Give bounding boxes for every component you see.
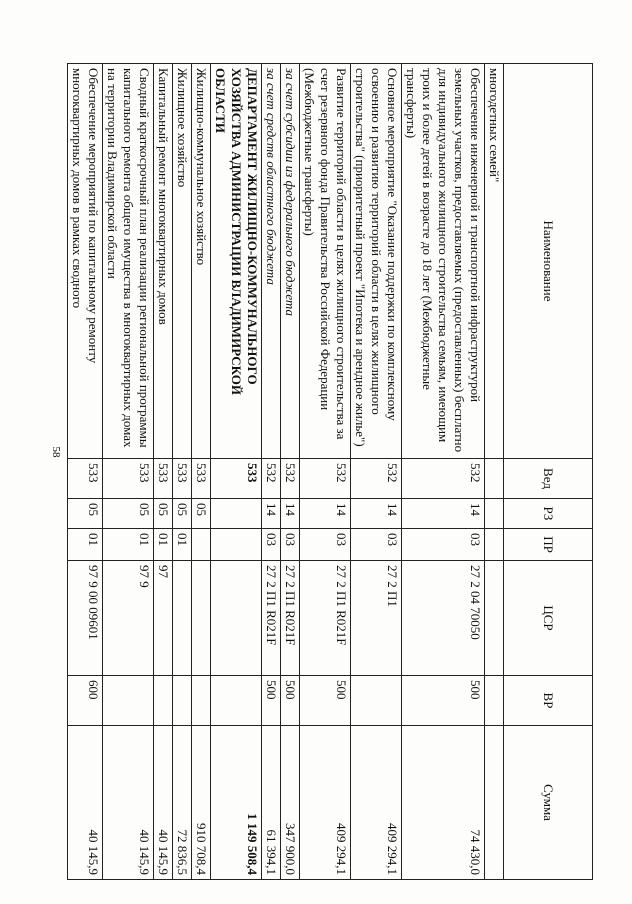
- cell-ved: [485, 459, 504, 499]
- cell-ved: 532: [262, 459, 281, 499]
- column-header-rz: РЗ: [504, 499, 593, 529]
- cell-csr: [485, 561, 504, 676]
- cell-rz: 14: [300, 499, 351, 529]
- cell-pr: 01: [103, 529, 154, 561]
- cell-vr: [173, 676, 192, 726]
- cell-pr: 01: [173, 529, 192, 561]
- column-header-vr: ВР: [504, 676, 593, 726]
- cell-pr: [211, 529, 262, 561]
- table-row: [173, 64, 192, 880]
- cell-sum: 1 149 508,4: [211, 726, 262, 880]
- cell-sum: 409 294,1: [351, 726, 402, 880]
- cell-name: Обеспечение инженерной и транспортной инфраструктурой земельных участков, предоставляемых (предоставленных) бесплатно для индивидуального жилищного строительства семьям, имеющим троих и более детей в возрасте до 18 лет (Межбюджетные трансферты): [402, 64, 485, 459]
- column-header-name: Наименование: [504, 64, 593, 459]
- cell-sum: 910 708,4: [192, 726, 211, 880]
- cell-rz: 14: [402, 499, 485, 529]
- table-row: [281, 64, 300, 880]
- cell-rz: 05: [173, 499, 192, 529]
- page-number: 58: [50, 446, 62, 458]
- cell-csr: [192, 561, 211, 676]
- cell-pr: 01: [154, 529, 173, 561]
- cell-vr: [154, 676, 173, 726]
- cell-ved: 533: [173, 459, 192, 499]
- cell-pr: [485, 529, 504, 561]
- cell-pr: 01: [68, 529, 103, 561]
- cell-name: Обеспечение мероприятий по капитальному ремонту многоквартирных домов в рамках сводного: [68, 64, 103, 459]
- table-row: [402, 64, 485, 880]
- table-row: [192, 64, 211, 880]
- cell-name: за счет средств областного бюджета: [262, 64, 281, 459]
- cell-csr: 97 9 00 09601: [68, 561, 103, 676]
- cell-sum: 40 145,9: [103, 726, 154, 880]
- cell-rz: [485, 499, 504, 529]
- cell-csr: 27 2 П1 R021F: [262, 561, 281, 676]
- cell-ved: 533: [103, 459, 154, 499]
- cell-csr: 97 9: [103, 561, 154, 676]
- cell-csr: 27 2 П1 R021F: [281, 561, 300, 676]
- cell-ved: 532: [402, 459, 485, 499]
- cell-ved: 533: [211, 459, 262, 499]
- table-body: [68, 64, 504, 880]
- cell-name: Жилищное хозяйство: [173, 64, 192, 459]
- cell-name: многодетных семей": [485, 64, 504, 459]
- cell-pr: 03: [281, 529, 300, 561]
- cell-vr: 500: [300, 676, 351, 726]
- cell-csr: [211, 561, 262, 676]
- column-header-sum: Сумма: [504, 726, 593, 880]
- cell-pr: [192, 529, 211, 561]
- cell-rz: 05: [192, 499, 211, 529]
- table-row: [103, 64, 154, 880]
- table-row: [68, 64, 103, 880]
- table-row: [211, 64, 262, 880]
- cell-sum: 347 900,0: [281, 726, 300, 880]
- cell-vr: 500: [262, 676, 281, 726]
- table-header-row: [504, 64, 593, 880]
- cell-pr: 03: [300, 529, 351, 561]
- cell-sum: 409 294,1: [300, 726, 351, 880]
- column-header-ved: Вед: [504, 459, 593, 499]
- cell-pr: 03: [262, 529, 281, 561]
- cell-pr: 03: [351, 529, 402, 561]
- cell-sum: 40 145,9: [68, 726, 103, 880]
- cell-name: за счет субсидии из федерального бюджета: [281, 64, 300, 459]
- cell-rz: [211, 499, 262, 529]
- cell-vr: 500: [402, 676, 485, 726]
- cell-name: Капитальный ремонт многоквартирных домов: [154, 64, 173, 459]
- cell-sum: 40 145,9: [154, 726, 173, 880]
- table-row: [300, 64, 351, 880]
- cell-vr: [485, 676, 504, 726]
- cell-rz: 14: [351, 499, 402, 529]
- table-row: [154, 64, 173, 880]
- column-header-csr: ЦСР: [504, 561, 593, 676]
- cell-ved: 533: [68, 459, 103, 499]
- cell-ved: 532: [281, 459, 300, 499]
- cell-csr: 27 2 П1: [351, 561, 402, 676]
- cell-pr: 03: [402, 529, 485, 561]
- cell-rz: 05: [68, 499, 103, 529]
- cell-ved: 533: [154, 459, 173, 499]
- table-row: [351, 64, 402, 880]
- cell-csr: [173, 561, 192, 676]
- cell-rz: 14: [262, 499, 281, 529]
- cell-vr: [192, 676, 211, 726]
- cell-sum: 61 394,1: [262, 726, 281, 880]
- cell-rz: 14: [281, 499, 300, 529]
- cell-ved: 533: [192, 459, 211, 499]
- cell-sum: 74 430,0: [402, 726, 485, 880]
- cell-name: ДЕПАРТАМЕНТ ЖИЛИЩНО-КОММУНАЛЬНОГО ХОЗЯЙСТВА АДМИНИСТРАЦИИ ВЛАДИМИРСКОЙ ОБЛАСТИ: [211, 64, 262, 459]
- cell-rz: 05: [103, 499, 154, 529]
- cell-name: Жилищно-коммунальное хозяйство: [192, 64, 211, 459]
- cell-vr: 500: [281, 676, 300, 726]
- table-row: [485, 64, 504, 880]
- cell-sum: [485, 726, 504, 880]
- cell-vr: [211, 676, 262, 726]
- cell-sum: 72 836,5: [173, 726, 192, 880]
- cell-vr: 600: [68, 676, 103, 726]
- budget-table: [67, 63, 593, 880]
- cell-name: Основное мероприятие "Оказание поддержки по комплексному освоению и развитию территорий области в целях жилищного строительства" (приоритетный проект "Ипотека и арендное жилье"): [351, 64, 402, 459]
- column-header-pr: ПР: [504, 529, 593, 561]
- budget-table-container: [51, 63, 593, 879]
- cell-vr: [103, 676, 154, 726]
- cell-csr: 27 2 П1 R021F: [300, 561, 351, 676]
- cell-csr: 97: [154, 561, 173, 676]
- cell-ved: 532: [351, 459, 402, 499]
- cell-rz: 05: [154, 499, 173, 529]
- cell-name: Сводный краткосрочный план реализации региональной программы капитального ремонта общего имущества в многоквартирных домах на территории Владимирской области: [103, 64, 154, 459]
- cell-ved: 532: [300, 459, 351, 499]
- cell-name: Развитие территорий области в целях жилищного строительства за счет резервного фонда Правительства Российской Федерации (Межбюджетные трансферты): [300, 64, 351, 459]
- cell-vr: [351, 676, 402, 726]
- cell-csr: 27 2 04 70050: [402, 561, 485, 676]
- table-row: [262, 64, 281, 880]
